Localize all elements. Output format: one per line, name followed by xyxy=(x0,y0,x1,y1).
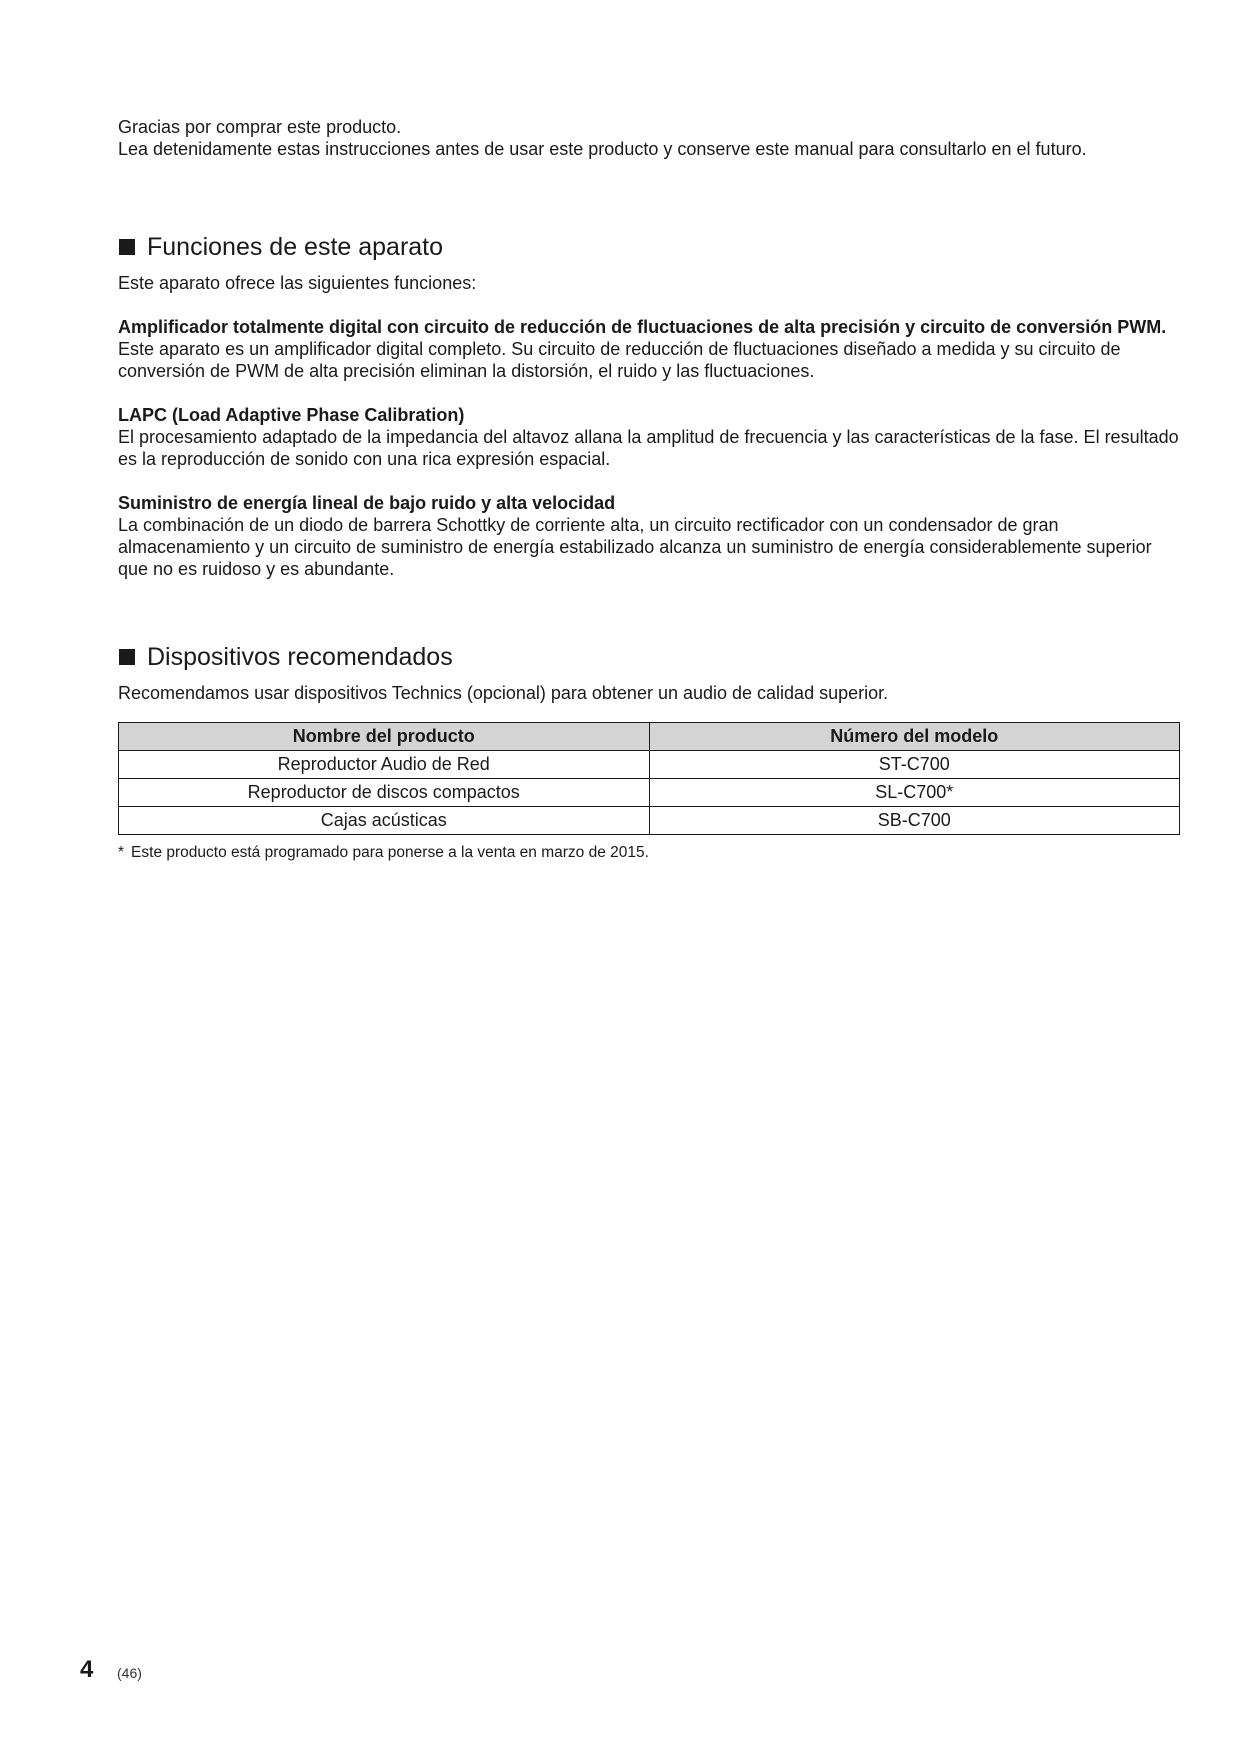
feature-item xyxy=(118,404,1180,470)
page-reference: (46) xyxy=(117,1665,142,1681)
functions-lead: Este aparato ofrece las siguientes funciones: xyxy=(118,273,477,293)
devices-section xyxy=(118,642,1180,863)
black-square-icon xyxy=(119,239,135,255)
feature-item xyxy=(118,492,1180,580)
document-page xyxy=(118,116,1180,863)
model-number-cell: ST-C700 xyxy=(649,751,1180,779)
table-header-row xyxy=(119,723,1180,751)
page-number: 4 xyxy=(80,1656,94,1683)
intro xyxy=(118,116,1180,160)
column-header-product: Nombre del producto xyxy=(119,723,650,751)
feature-body: La combinación de un diodo de barrera Schottky de corriente alta, un circuito rectificador con un condensador de gran almacenamiento y un circuito de suministro de energía estabilizado alcanza un suministro de energía considerablemente superior que no es ruidoso y es abundante. xyxy=(118,515,1152,579)
recommended-devices-table xyxy=(118,722,1180,835)
model-number-cell: SB-C700 xyxy=(649,807,1180,835)
footnote xyxy=(118,843,1180,863)
feature-heading: Amplificador totalmente digital con circuito de reducción de fluctuaciones de alta precisión y circuito de conversión PWM. xyxy=(118,317,1167,337)
feature-heading: LAPC (Load Adaptive Phase Calibration) xyxy=(118,405,465,425)
footnote-text: Este producto está programado para ponerse a la venta en marzo de 2015. xyxy=(131,844,649,861)
functions-heading xyxy=(118,232,1180,262)
table-row xyxy=(119,807,1180,835)
feature-body: El procesamiento adaptado de la impedancia del altavoz allana la amplitud de frecuencia y las características de la fase. El resultado es la reproducción de sonido con una rica expresión espacial. xyxy=(118,427,1179,469)
feature-body: Este aparato es un amplificador digital completo. Su circuito de reducción de fluctuaciones diseñado a medida y su circuito de conversión de PWM de alta precisión eliminan la distorsión, el ruido y las fluctuaciones. xyxy=(118,339,1121,381)
footnote-mark: * xyxy=(118,844,125,861)
table-row xyxy=(119,751,1180,779)
feature-heading: Suministro de energía lineal de bajo ruido y alta velocidad xyxy=(118,493,616,513)
devices-title: Dispositivos recomendados xyxy=(147,643,453,671)
column-header-model: Número del modelo xyxy=(649,723,1180,751)
devices-lead: Recomendamos usar dispositivos Technics (opcional) para obtener un audio de calidad superior. xyxy=(118,683,889,703)
intro-line-1: Gracias por comprar este producto. xyxy=(118,117,402,137)
black-square-icon xyxy=(119,649,135,665)
intro-line-2: Lea detenidamente estas instrucciones antes de usar este producto y conserve este manual para consultarlo en el futuro. xyxy=(118,139,1087,159)
functions-section xyxy=(118,232,1180,580)
devices-heading xyxy=(118,642,1180,672)
product-name-cell: Reproductor de discos compactos xyxy=(119,779,650,807)
feature-item xyxy=(118,316,1180,382)
product-name-cell: Reproductor Audio de Red xyxy=(119,751,650,779)
functions-title: Funciones de este aparato xyxy=(147,233,444,261)
table-row xyxy=(119,779,1180,807)
model-number-cell: SL-C700* xyxy=(649,779,1180,807)
product-name-cell: Cajas acústicas xyxy=(119,807,650,835)
